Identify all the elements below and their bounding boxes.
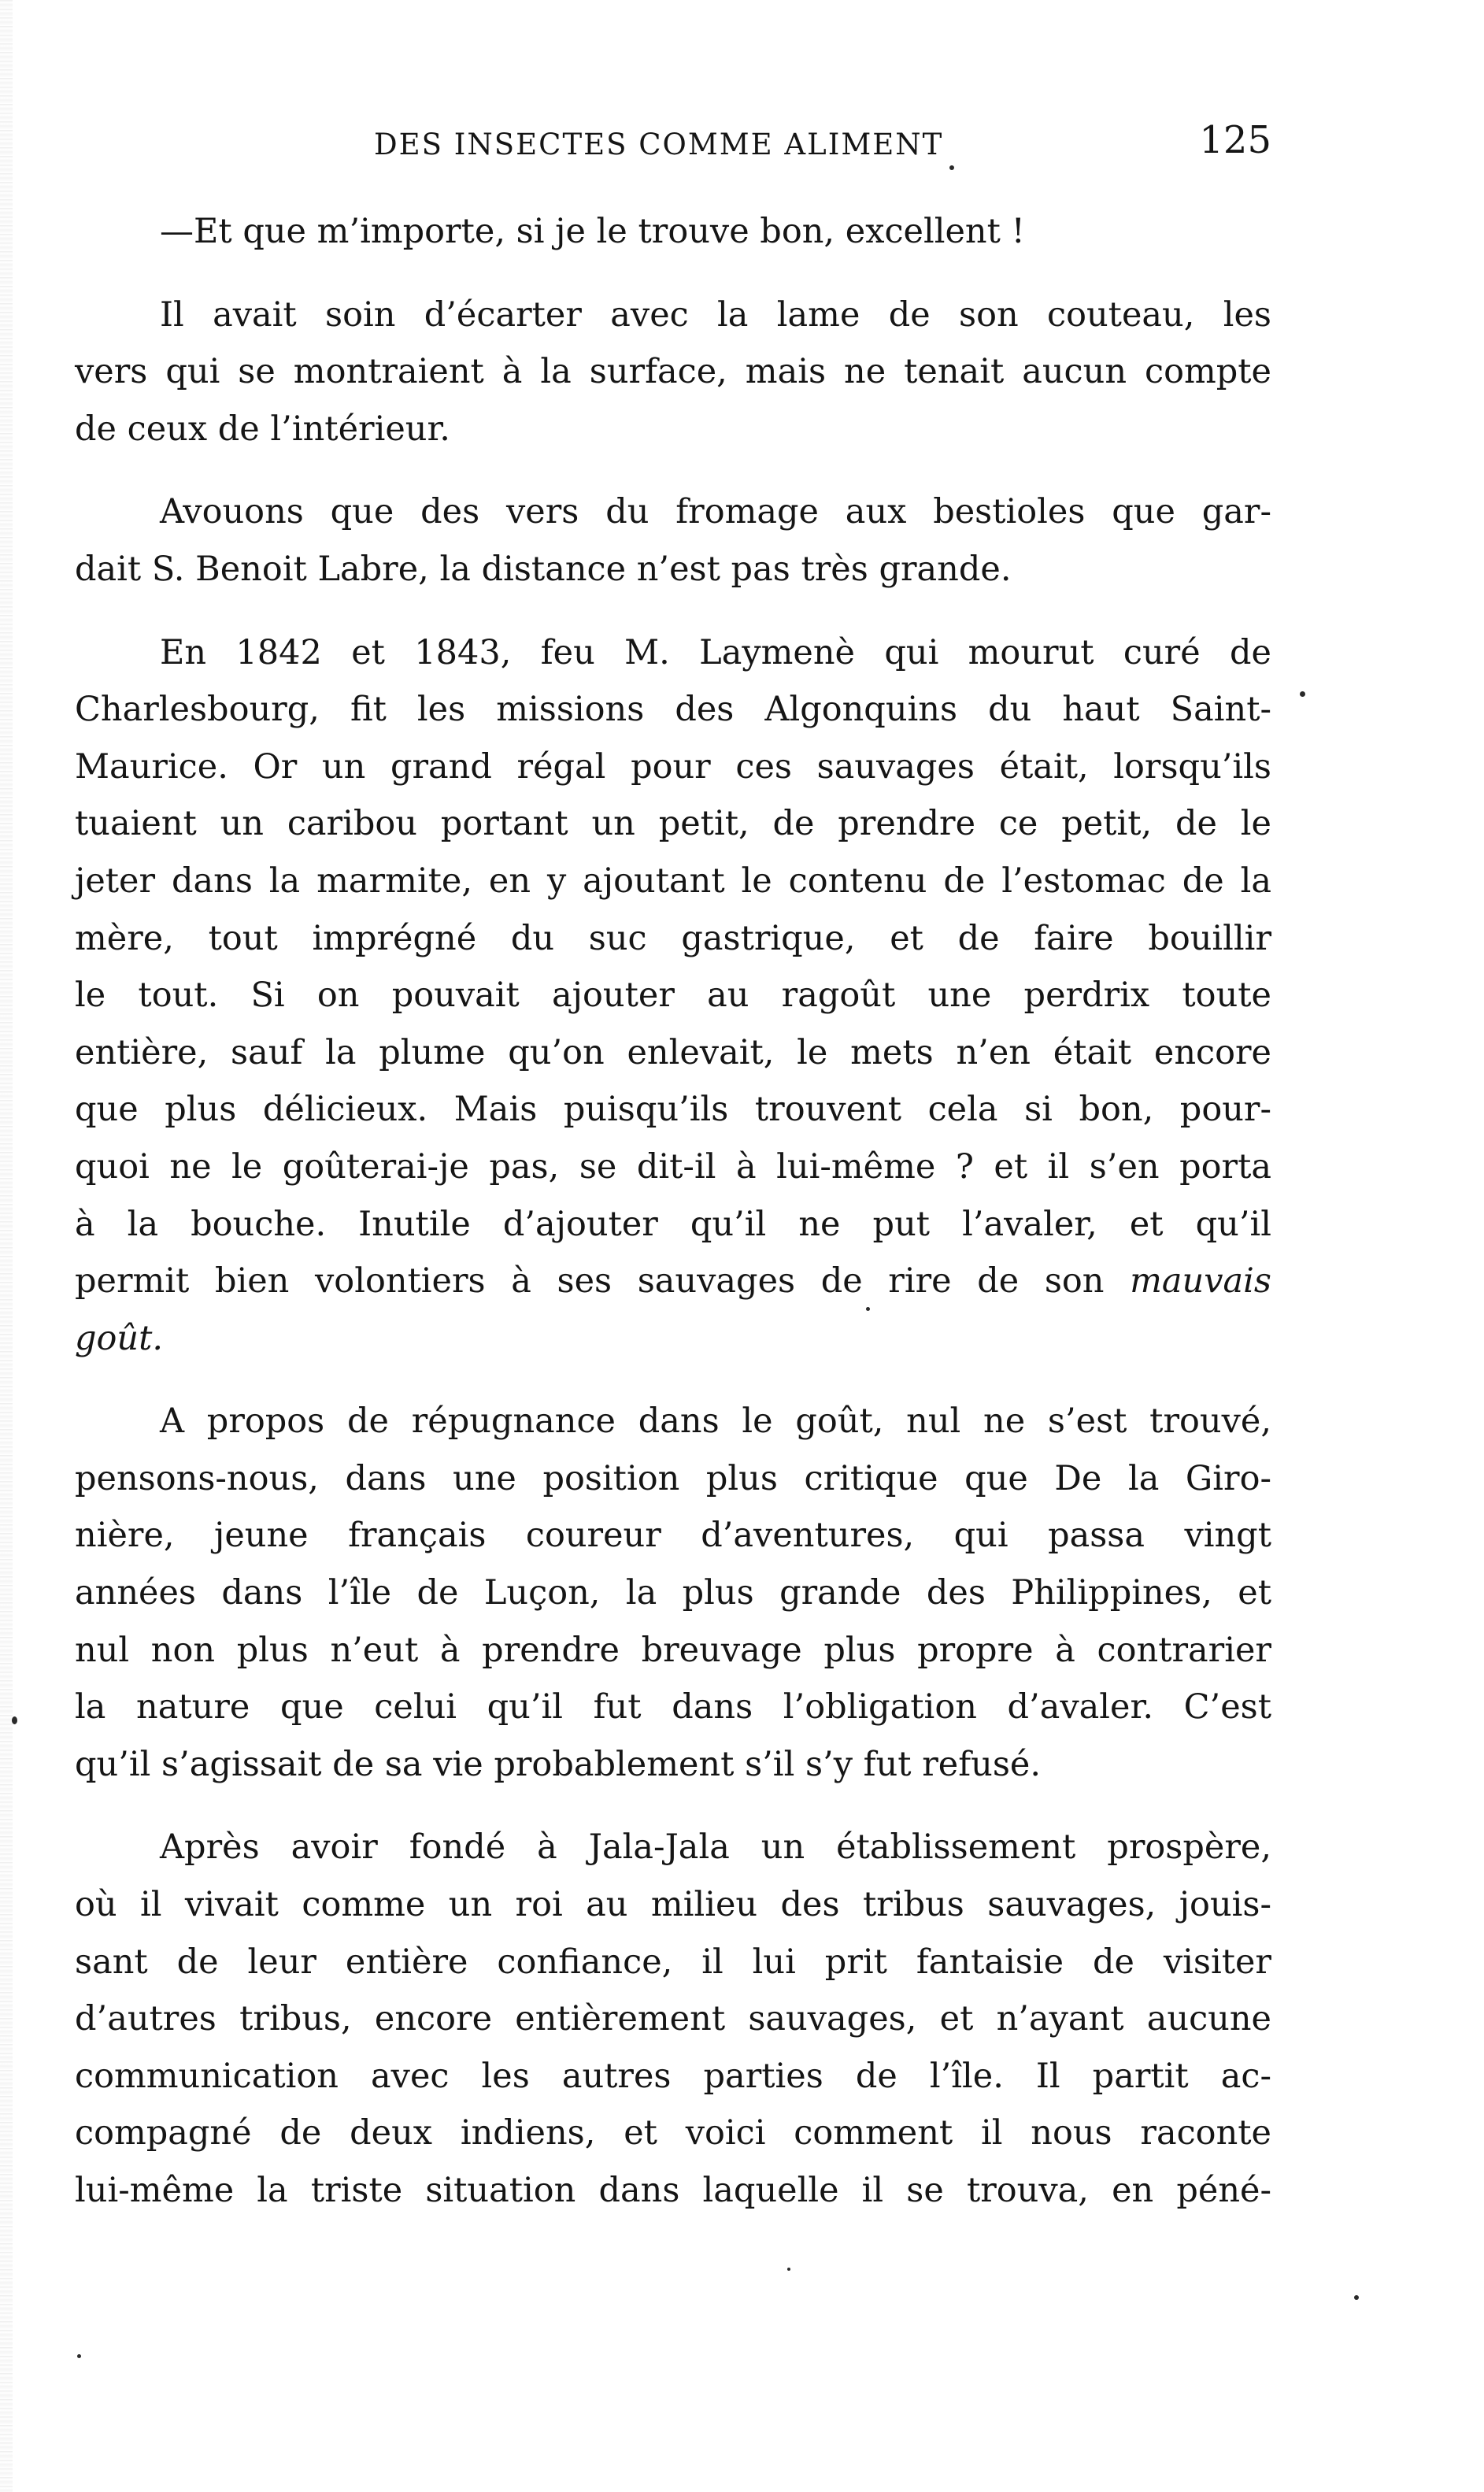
- text-line: jeter dans la marmite, en y ajoutant le contenu de l’estomac de la: [75, 861, 1271, 901]
- text-line: dait S. Benoit Labre, la distance n’est pas très grande.: [75, 549, 1012, 589]
- scan-speck: [866, 1307, 870, 1311]
- text-line: —Et que m’importe, si je le trouve bon, excellent !: [160, 212, 1025, 251]
- text-line: mère, tout imprégné du suc gastrique, et de faire bouillir: [75, 918, 1271, 958]
- paragraph-2: [75, 287, 1271, 458]
- text-line: à la bouche. Inutile d’ajouter qu’il ne put l’avaler, et qu’il: [75, 1204, 1271, 1244]
- scan-speck: [949, 165, 954, 170]
- italic-word: mauvais: [1130, 1261, 1271, 1302]
- page-number: 125: [1199, 118, 1271, 162]
- text-line: Charlesbourg, fit les missions des Algonquins du haut Saint-: [75, 690, 1271, 730]
- paragraph-5: [75, 1393, 1271, 1793]
- text-line: compagné de deux indiens, et voici comment il nous raconte: [75, 2113, 1271, 2153]
- paragraph-4: [75, 624, 1271, 1368]
- text-line: le tout. Si on pouvait ajouter au ragoût une perdrix toute: [75, 976, 1271, 1016]
- text-line: lui-même la triste situation dans laquelle il se trouva, en péné-: [75, 2171, 1271, 2210]
- text-line: En 1842 et 1843, feu M. Laymenè qui mourut curé de: [160, 632, 1271, 672]
- scan-speck: [77, 2354, 81, 2358]
- text-line: Il avait soin d’écarter avec la lame de son couteau, les: [160, 294, 1271, 335]
- text-line: nul non plus n’eut à prendre breuvage plus propre à contrarier: [75, 1630, 1271, 1670]
- text-line: goût.: [75, 1318, 164, 1358]
- text-line: tuaient un caribou portant un petit, de prendre ce petit, de le: [75, 804, 1271, 844]
- text-line: qu’il s’agissait de sa vie probablement s’il s’y fut refusé.: [75, 1744, 1042, 1784]
- text-line: nière, jeune français coureur d’aventures, qui passa vingt: [75, 1516, 1271, 1556]
- text-line: que plus délicieux. Mais puisqu’ils trouvent cela si bon, pour-: [75, 1090, 1271, 1130]
- paragraph-3: [75, 483, 1271, 598]
- text-line: communication avec les autres parties de l’île. Il partit ac-: [75, 2056, 1271, 2096]
- scan-edge: [0, 0, 13, 2492]
- text-line: entière, sauf la plume qu’on enlevait, le mets n’en était encore: [75, 1032, 1271, 1072]
- text-line: permit bien volontiers à ses sauvages de rire de son: [75, 1261, 1105, 1302]
- text-line: sant de leur entière confiance, il lui prit fantaisie de visiter: [75, 1942, 1271, 1982]
- scan-speck: [1354, 2295, 1359, 2300]
- text-line: années dans l’île de Luçon, la plus grande des Philippines, et: [75, 1573, 1271, 1613]
- text-line-with-italic: [75, 1253, 1271, 1310]
- text-line: la nature que celui qu’il fut dans l’obligation d’avaler. C’est: [75, 1687, 1271, 1727]
- paragraph-1: [75, 203, 1271, 261]
- text-line: d’autres tribus, encore entièrement sauvages, et n’ayant aucune: [75, 1999, 1271, 2039]
- text-line: pensons-nous, dans une position plus critique que De la Giro-: [75, 1458, 1271, 1498]
- text-line: où il vivait comme un roi au milieu des tribus sauvages, jouis-: [75, 1885, 1271, 1925]
- text-line: A propos de répugnance dans le goût, nul ne s’est trouvé,: [160, 1402, 1271, 1442]
- paragraph-6: [75, 1819, 1271, 2219]
- running-head: DES INSECTES COMME ALIMENT: [374, 128, 944, 161]
- text-line: Après avoir fondé à Jala-Jala un établissement prospère,: [160, 1827, 1271, 1868]
- text-line: Avouons que des vers du fromage aux bestioles que gar-: [160, 492, 1271, 532]
- text-line: Maurice. Or un grand régal pour ces sauvages était, lorsqu’ils: [75, 746, 1271, 787]
- text-line: vers qui se montraient à la surface, mais ne tenait aucun compte: [75, 352, 1271, 392]
- text-line: quoi ne le goûterai-je pas, se dit-il à lui-même ? et il s’en porta: [75, 1146, 1271, 1187]
- page-header: [75, 118, 1271, 173]
- scan-speck: [787, 2268, 790, 2271]
- scan-speck: [12, 1716, 17, 1724]
- body-text: [75, 203, 1271, 2246]
- scan-speck: [1300, 691, 1305, 697]
- text-line: de ceux de l’intérieur.: [75, 409, 450, 449]
